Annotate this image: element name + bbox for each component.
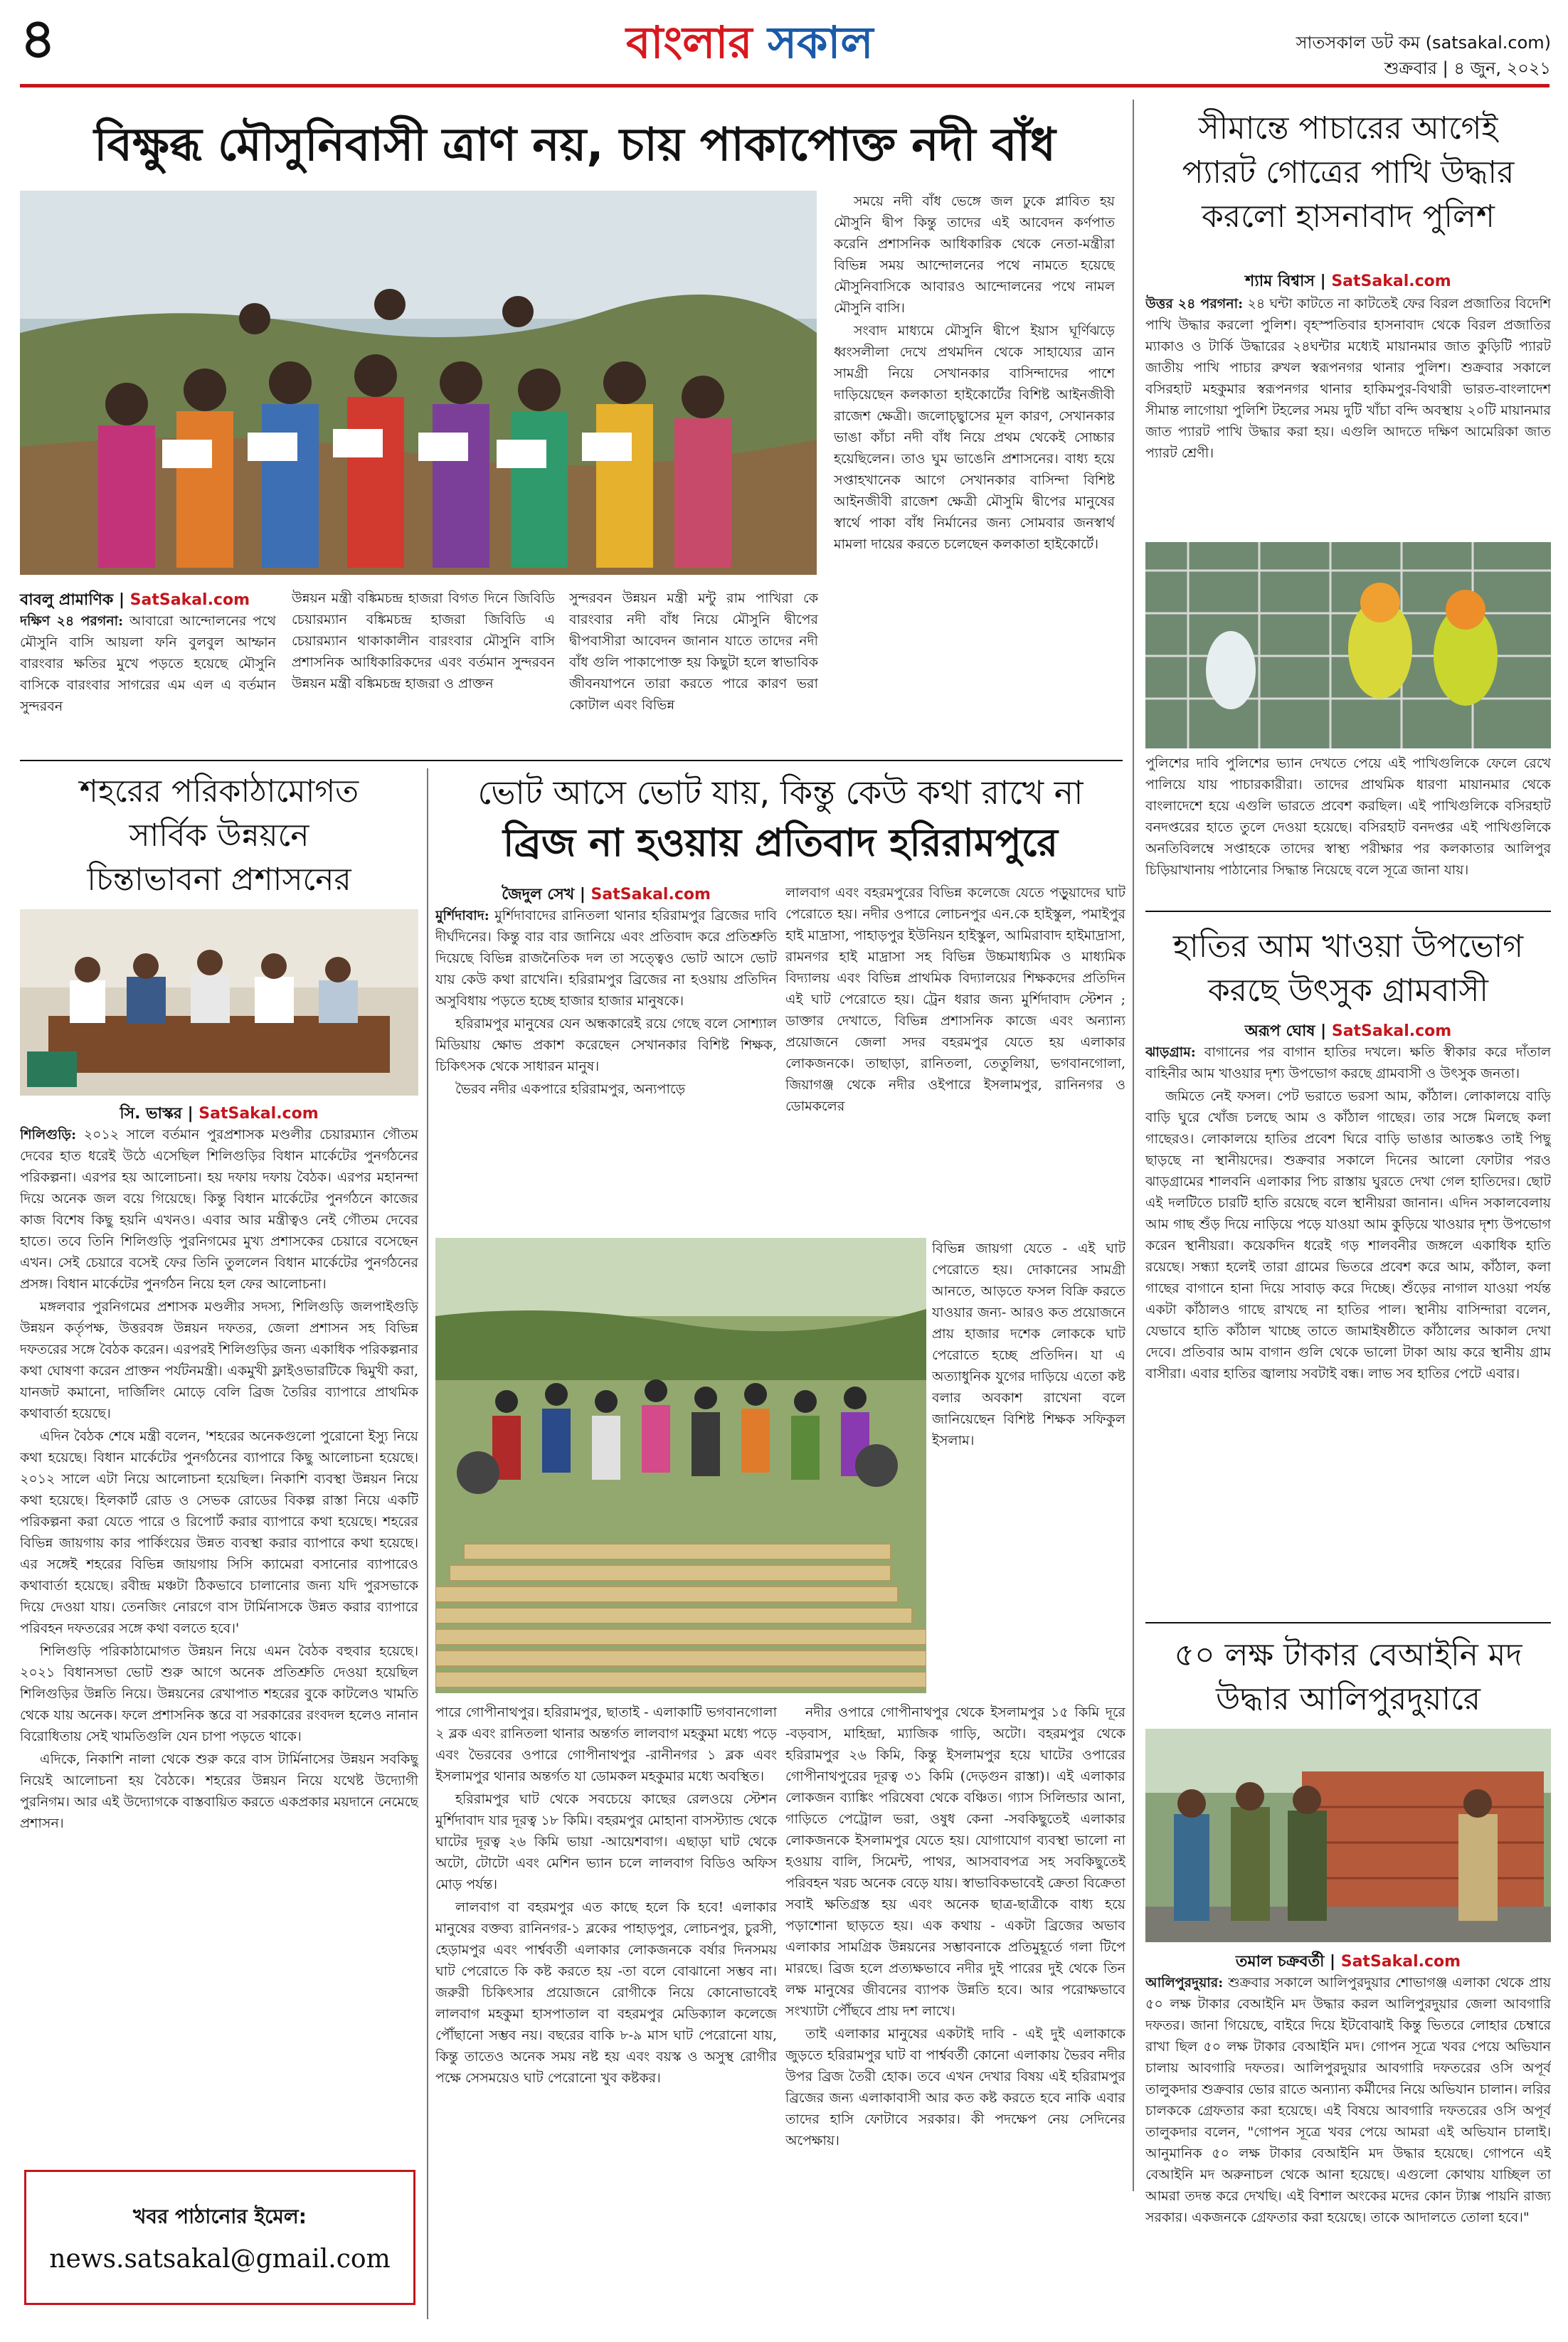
siliguri-body (20, 1124, 418, 2042)
bridge-col1-bottom (435, 1702, 777, 2321)
bridge-c1-p2: হরিরামপুর মানুষের যেন অন্ধকারেই রয়ে গেছে বলে সোশ্যাল মিডিয়ায় ক্ষোভ প্রকাশ করেছেন সেখানকার বিশিষ্ট শিক্ষক, চিকিৎসক থেকে সাধারন মানুষ। (435, 1016, 777, 1074)
parrot-byline: শ্যাম বিশ্বাস | SatSakal.com (1245, 272, 1451, 290)
parrot-body1 (1145, 293, 1551, 528)
elephant-dateline: ঝাড়গ্রাম: (1145, 1044, 1196, 1060)
bridge-byline-name: জৈদুল সেখ (502, 886, 575, 904)
lead-byline-site: SatSakal.com (129, 591, 250, 609)
liquor-p1: শুক্রবার সকালে আলিপুরদুয়ার শোভাগঞ্জ এলাকা থেকে প্রায় ৫০ লক্ষ টাকার বেআইনি মদ উদ্ধার করল আলিপুরদুয়ার জেলা আবগারি দফতর। জানা গিয়েছে, বাইরে দিয়ে ইটবোঝাই কিন্তু ভিতরে লোহার চেম্বারে রাখা ছিল ৫০ লক্ষ টাকার বেআইনি মদ। গোপন সূত্রে খবর পেয়ে অভিযান চালায় আবগারি দফতর। আলিপুরদুয়ার আবগারি দফতরের ওসি অপূর্ব তালুকদার শুক্রবার ভোর রাতে অন্যান্য কর্মীদের নিয়ে অভিযান চালান। লরির চালককে গ্রেফতার করা হয়েছে। এই বিষয়ে আবগারি দফতরের ওসি অপূর্ব তালুকদার বলেন, "গোপন সূত্রে খবর পেয়ে আমরা এই অভিযান চালাই। আনুমানিক ৫০ লক্ষ টাকার বেআইনি মদ উদ্ধার হয়েছে। গোপনে এই বেআইনি মদ অরুনাচল থেকে আনা হয়েছে। এগুলো কোথায় যাচ্ছিল তা আমরা তদন্ত করে দেখছি। এই বিশাল অংকের মদের কোন ট্যাক্স পায়নি রাজ্য সরকার। একজনকে গ্রেফতার করা হয়েছে। তাকে আদালতে তোলা হবে।" (1145, 1975, 1551, 2225)
lead-bottom-rule (20, 760, 1123, 761)
liquor-body (1145, 1972, 1551, 2328)
masthead-title-part1: বাংলার (626, 16, 753, 68)
lead-col4-p2: সংবাদ মাধ্যমে মৌসুনি দ্বীপে ইয়াস ঘূর্ণিঝড়ে ধ্বংসলীলা দেখে প্রথমদিন থেকে সাহায্যের ত্রান সামগ্রী নিয়ে সেখানকার বাসিন্দাদের পাশে দাড়িয়েছেন কলকাতা হাইকোর্টের বিশিষ্ট আইনজীবী রাজেশ ক্ষেত্রী। জলোচ্ছ্বাসের মূল কারণ, সেখানকার ভাঙা কাঁচা নদী বাঁধ নিয়ে প্রথম থেকেই সোচ্চার হয়েছিলেন। তাও ঘুম ভাঙেনি প্রশাসনের। বাধ্য হয়ে সপ্তাহখানেক আগে সেখানকার বাসিন্দা বিশিষ্ট আইনজীবী রাজেশ ক্ষেত্রী মৌসুমি দ্বীপের মানুষের স্বার্থে পাকা বাঁধ নির্মানের জন্য সোমবার জনস্বার্থ মামলা দায়ের করতে চলেছেন কলকাতা হাইকোর্টে। (834, 323, 1115, 552)
parrot-byline-name: শ্যাম বিশ্বাস (1245, 272, 1315, 290)
elephant-byline-name: অরূপ ঘোষ (1244, 1022, 1315, 1040)
lead-col2: উন্নয়ন মন্ত্রী বঙ্কিমচন্দ্র হাজরা বিগত দিনে জিবিডি চেয়ারম্যান বঙ্কিমচন্দ্র হাজরা জিবিডি এ চেয়ারম্যান থাকাকালীন বারংবার মৌসুনি বাসি প্রশাসনিক আধিকারিকদের এবং বর্তমান সুন্দরবন উন্নয়ন মন্ত্রী বঙ্কিমচন্দ্র হাজরা ও প্রাক্তন (292, 590, 555, 692)
parrot-bottom-rule (1145, 911, 1551, 912)
liquor-byline: তমাল চক্রবর্তী | SatSakal.com (1235, 1953, 1461, 1971)
liquor-byline-site: SatSakal.com (1340, 1953, 1461, 1971)
lead-byline-name: বাবলু প্রামাণিক (20, 591, 114, 609)
masthead-date: শুক্রবার | ৪ জুন, ২০২১ (1384, 58, 1551, 78)
liquor-photo (1145, 1729, 1551, 1942)
parrot-headline-l3: করলো হাসনাবাদ পুলিশ (1202, 198, 1495, 235)
bridge-col2-side: বিভিন্ন জায়গা যেতে - এই ঘাট পেরোতে হয়। দোকানের সামগ্রী আনতে, আড়তে ফসল বিক্রি করতে যাওয়ার জন্য- আরও কত প্রয়োজনে প্রায় হাজার দশেক লোককে ঘাট পেরোতে হচ্ছে প্রতিদিন। যা এ অত্যাধুনিক যুগের দাড়িয়ে এতো কষ্ট বলার অবকাশ রাখেনা বলে জানিয়েছেন বিশিষ্ট শিক্ষক সফিকুল ইসলাম। (932, 1241, 1125, 1448)
email-box-address[interactable]: news.satsakal@gmail.com (49, 2245, 391, 2274)
elephant-byline: অরূপ ঘোষ | SatSakal.com (1244, 1022, 1452, 1040)
parrot-headline-l2: প্যারট গোত্রের পাখি উদ্ধার (1182, 154, 1515, 191)
elephant-p1: বাগানের পর বাগান হাতির দখলে। ক্ষতি স্বীকার করে দাঁতাল বাহিনীর আম খাওয়ার দৃশ্য উপভোগ করছে গ্রামবাসী ও উৎসুক জনতা। (1145, 1044, 1551, 1081)
bridge-byline: জৈদুল সেখ | SatSakal.com (502, 886, 711, 904)
bridge-c1-p5: হরিরামপুর ঘাট থেকে সবচেয়ে কাছের রেলওয়ে স্টেশন মুর্শিদাবাদ যার দূরত্ব ১৮ কিমি। বহরমপুর মোহানা বাসস্ট্যান্ড থেকে ঘাটের দূরত্ব ২৬ কিমি ভায়া -আয়েশবাগ। এছাড়া ঘাট থেকে অটো, টোটো এবং মেশিন ভ্যান চলে লালবাগ বিডিও অফিস মোড় পর্যন্ত। (435, 1791, 777, 1892)
bridge-col2-bottom (785, 1702, 1125, 2321)
masthead-title (626, 16, 874, 70)
siliguri-p4: শিলিগুড়ি পরিকাঠামোগত উন্নয়ন নিয়ে এমন বৈঠক বহুবার হয়েছে। ২০২১ বিধানসভা ভোট শুরু আগে অনেক প্রতিশ্রুতি দেওয়া হয়েছিল শিলিগুড়ির উন্নতি নিয়ে। উন্নয়নের রেখাপাত শহরের বুকে কাটলেও খামতি থেকে যায় অনেক। ফলে প্রশাসনিক স্তরে বা সরকারের রংবদল হলেও নানান বিরোধিতায় সেই খামতিগুলি যেন চাপা পড়তে থাকে। (20, 1643, 418, 1744)
elephant-byline-site: SatSakal.com (1331, 1022, 1452, 1040)
bridge-dateline: মুর্শিদাবাদ: (435, 908, 489, 923)
parrot-photo (1145, 542, 1551, 748)
siliguri-p5: এদিকে, নিকাশি নালা থেকে শুরু করে বাস টার্মিনাসের উন্নয়ন সবকিছু নিয়েই আলোচনা হয় বৈঠকে। শহরের উন্নয়ন নিয়ে যথেষ্ট উদ্যোগী পুরনিগম। আর এই উদ্যোগকে বাস্তবায়িত করতে একপ্রকার ময়দানে নেমেছে প্রশাসন। (20, 1752, 418, 1831)
lead-col4-p1: সময়ে নদী বাঁধ ভেঙ্গে জল ঢুকে প্লাবিত হয় মৌসুনি দ্বীপ কিন্তু তাদের এই আবেদন কর্ণপাত করেনি প্রশাসনিক আধিকারিক থেকে নেতা-মন্ত্রীরা বিভিন্ন সময় আন্দোলনের পথে নামতে হয়েছে মৌসুনিবাসিকে আবারও আন্দোলনের পথে নামল মৌসুনি বাসি। (834, 194, 1115, 316)
siliguri-p3: এদিন বৈঠক শেষে মন্ত্রী বলেন, 'শহরের অনেকগুলো পুরোনো ইস্যু নিয়ে কথা হয়েছে। বিধান মার্কেটের পুনর্গঠনের ব্যাপারে কিছু আলোচনা হয়েছে। ২০১২ সালে এটা নিয়ে আলোচনা হয়েছিল। নিকাশি ব্যবস্থা উন্নয়ন নিয়ে কথা হয়েছে। হিলকার্ট রোড ও সেভক রোডের বিকল্প রাস্তা নিয়ে একটি পরিকল্পনা করা যেতে পারে ও রিপোর্ট করার ব্যাপারে কথা হয়েছে। শহরের বিভিন্ন জায়গায় কার পার্কিংয়ের উন্নত ব্যবস্থা করার ব্যাপারে কথা হয়েছে। এর সঙ্গেই শহরের বিভিন্ন জায়গায় সিসি ক্যামেরা বসানোর ব্যাপারেও কথাবার্তা হয়েছে। রবীন্দ্র মঞ্চটা ঠিকভাবে চালানোর জন্য যদি পুরসভাকে দিয়ে দেওয়া যায়। তেনজিং নোরগে বাস টার্মিনাসকে উন্নত করার ব্যাপারে পরিবহন দফতরের সঙ্গে কথা বলতে হবে।' (20, 1429, 418, 1636)
lead-col4 (834, 191, 1115, 753)
liquor-headline-l1: ৫০ লক্ষ টাকার বেআইনি মদ (1174, 1637, 1522, 1673)
parrot-body2: পুলিশের দাবি পুলিশের ভ্যান দেখতে পেয়ে এই পাখিগুলিকে ফেলে রেখে পালিয়ে যায় পাচারকারীরা। তাদের প্রাথমিক ধারণা মায়ানমার থেকে বাংলাদেশে হয়ে এগুলি ভারতে প্রবেশ করছিল। এই পাখিগুলিকে বসিরহাট বনদপ্তরের হাতে তুলে দেওয়া হয়েছে। বসিরহাট বনদপ্তর এই পাখিগুলিকে অনতিবিলম্বে সপ্তাহকে তাদের স্বাস্থ্য পরীক্ষার পর কলকাতার আলিপুর চিড়িয়াখানায় পাঠানোর সিদ্ধান্ত নিয়েছে বলে সূত্রে জানা যায়। (1145, 756, 1551, 878)
elephant-bottom-rule (1145, 1622, 1551, 1623)
masthead-site: সাতসকাল ডট কম (satsakal.com) (1296, 33, 1551, 53)
siliguri-byline-site: SatSakal.com (198, 1105, 319, 1123)
siliguri-p2: মঙ্গলবার পুরনিগমের প্রশাসক মণ্ডলীর সদস্য, শিলিগুড়ি জলপাইগুড়ি উন্নয়ন কর্তৃপক্ষ, উত্তরবঙ্গ উন্নয়ন দফতর, জেলা প্রশাসন সহ বিভিন্ন দফতরের সঙ্গে বৈঠক করেন। এরপরই শিলিগুড়ির জন্য একাধিক পরিকল্পনার কথা ঘোষণা করেন প্রাক্তন পর্যটনমন্ত্রী। একমুখী ফ্লাইওভারটিকে দ্বিমুখী করা, যানজট কমানো, দার্জিলিং মোড়ে বেলি ব্রিজ তৈরির ব্যাপারে প্রাথমিক কথাবার্তা হয়েছে। (20, 1299, 418, 1421)
bridge-c1-p1: মুর্শিদাবাদের রানিতলা থানার হরিরামপুর ব্রিজের দাবি দীর্ঘদিনের। কিন্তু বার বার জানিয়ে এবং প্রতিবাদ করে প্রতিশ্রুতি দিয়েছে বিভিন্ন রাজনৈতিক দল তা সত্ত্বেও ভোট আসে ভোট যায় কেউ কথা রাখেনি। হরিরামপুর ব্রিজের না হওয়ায় প্রতিদিন অসুবিধায় পড়তে হচ্ছে হাজার হাজার মানুষকে। (435, 908, 777, 1009)
lead-col1 (20, 610, 276, 753)
liquor-byline-name: তমাল চক্রবর্তী (1235, 1953, 1325, 1971)
lead-dateline: দক্ষিণ ২৪ পরগনা: (20, 613, 124, 629)
bridge-col1-top (435, 905, 777, 1232)
lead-protest-photo (20, 191, 817, 575)
elephant-headline (1145, 925, 1551, 1013)
liquor-headline-l2: উদ্ধার আলিপুরদুয়ারে (1216, 1681, 1480, 1717)
elephant-body (1145, 1042, 1551, 1611)
siliguri-headline (20, 770, 418, 902)
siliguri-meeting-photo (20, 909, 418, 1096)
lead-col3: সুন্দরবন উন্নয়ন মন্ত্রী মন্টু রাম পাখিরা কে বারংবার নদী বাঁধ নিয়ে মৌসুনি দ্বীপের দ্বীপবাসীরা আবেদন জানান যাতে তাদের নদী বাঁধ গুলি পাকাপোক্ত হয় কিছুটা হলে স্বাভাবিক জীবনযাপনে তারা করতে পারে কারণ ভরা কোটাল এবং বিভিন্ন (569, 590, 818, 713)
bridge-byline-site: SatSakal.com (590, 886, 711, 904)
parrot-byline-site: SatSakal.com (1331, 272, 1451, 290)
bridge-c2-p4: তাই এলাকার মানুষের একটাই দাবি - এই দুই এলাকাকে জুড়তে হরিরামপুর ঘাট বা পার্শ্ববর্তী কোনো এলাকায় ভৈরব নদীর উপর ব্রিজ তৈরী হোক। তবে এখন দেখার বিষয় এই হরিরামপুর ব্রিজের জন্য এলাকাবাসী আর কত কষ্ট করতে হবে নাকি এবার তাদের হাসি ফোটাবে সরকার। কী পদক্ষেপ নেয় সেদিনের অপেক্ষায়। (785, 2026, 1125, 2148)
liquor-dateline: আলিপুরদুয়ার: (1145, 1975, 1224, 1991)
masthead-rule (20, 84, 1550, 88)
lead-right-divider (1133, 100, 1134, 2191)
parrot-headline-l1: সীমান্তে পাচারের আগেই (1198, 110, 1498, 147)
parrot-headline (1145, 107, 1551, 239)
elephant-headline-l1: হাতির আম খাওয়া উপভোগ (1172, 928, 1524, 965)
bridge-c1-p3: ভৈরব নদীর একপারে হরিরামপুর, অন্যপাড়ে (455, 1081, 686, 1097)
siliguri-headline-l1: শহরের পরিকাঠামোগত (79, 773, 359, 810)
siliguri-p1: ২০১২ সালে বর্তমান পুরপ্রশাসক মণ্ডলীর চেয়ারম্যান গৌতম দেবের হাত ধরেই উঠে এসেছিল শিলিগুড়ির বিধান মার্কেটের পুনর্গঠনের পরিকল্পনা। এরপর হয় আলোচনা। হয় দফায় দফায় বৈঠক। এরপর মহানন্দা দিয়ে অনেক জল বয়ে গিয়েছে। কিন্তু বিধান মার্কেটের পুনর্গঠনে কাজের কাজ বিশেষ কিছু হয়নি এখনও। এবার আর মন্ত্রীত্বও নেই গৌতম দেবের হাতে। তবে তিনি শিলিগুড়ি পুরনিগমের মুখ্য প্রশাসকের চেয়ারে বসেছেন এখন। সেই চেয়ারে বসেই ফের তিনি তুললেন বিধান মার্কেটের পুনর্গঠনের প্রসঙ্গ। বিধান মার্কেটের পুনর্গঠন নিয়ে হল ফের আলোচনা। (20, 1127, 418, 1292)
bridge-c1-p6: লালবাগ বা বহরমপুর এত কাছে হলে কি হবে! এলাকার মানুষের বক্তব্য রানিনগর-১ ব্লকের পাহাড়পুর, লোচনপুর, চুরসী, হেড়ামপুর এবং পার্শ্ববর্তী এলাকার লোকজনকে বর্ষার দিনসময় ঘাট পেরোতে কি কষ্ট করতে হয় -তা বলে বোঝানো সম্ভব না। জরুরী চিকিৎসার প্রয়োজনে রোগীকে নিয়ে কোনোভাবেই লালবাগ মহকুমা হাসপাতাল বা বহরমপুর মেডিক্যাল কলেজে পৌঁছানো সম্ভব নয়। বছরের বাকি ৮-৯ মাস ঘাট পেরোনো যায়, কিন্তু তাতেও অনেক সময় নষ্ট হয় এবং বয়স্ক ও অসুস্থ রোগীর পক্ষে সেসময়েও ঘাট পেরোনো খুব কষ্টকর। (435, 1899, 777, 2086)
lead-col1-text: আবারো আন্দোলনের পথে মৌসুনি বাসি আয়লা ফনি বুলবুল আম্ফান বারংবার ক্ষতির মুখে পড়তে হয়েছে মৌসুনি বাসিকে বারংবার সাগরের এম এল এ বর্তমান সুন্দরবন (20, 613, 276, 714)
page-number: ৪ (20, 7, 56, 71)
left-col-divider (427, 768, 428, 2319)
elephant-headline-l2: করছে উৎসুক গ্রামবাসী (1208, 973, 1488, 1009)
bridge-crowd-photo (435, 1238, 926, 1693)
bridge-c1-p4: পারে গোপীনাথপুর। হরিরামপুর, ছাতাই - এলাকাটি ভগবানগোলা ২ ব্লক এবং রানিতলা থানার অন্তর্গত লালবাগ মহকুমা মধ্যে পড়ে এবং ভৈরবের ওপারে গোপীনাথপুর -রানীনগর ১ ব্লক এবং ইসলামপুর থানার অন্তর্গত যা ডোমকল মহকুমার মধ্যে অবস্থিত। (435, 1705, 777, 1784)
email-box (24, 2170, 415, 2305)
masthead-title-part2: সকাল (768, 16, 874, 68)
bridge-c2-p3: নদীর ওপারে গোপীনাথপুর থেকে ইসলামপুর ১৫ কিমি দূরে -বড়বাস, মাহিন্দ্রা, ম্যাজিক গাড়ি, অটো। বহরমপুর থেকে হরিরামপুর ২৬ কিমি, কিন্তু ইসলামপুর হয়ে ঘাটের ওপারের গোপীনাথপুরের দূরত্ব ৩১ কিমি (দেড়গুন রাস্তা)। এই এলাকার লোকজন ব্যাঙ্কিং পরিষেবা থেকে বঞ্চিত। গ্যাস সিলিন্ডার আনা, গাড়িতে পেট্রোল ভরা, ওষুধ কেনা -সবকিছুতেই এলাকার লোকজনকে ইসলামপুর যেতে হয়। যোগাযোগ ব্যবস্থা ভালো না হওয়ায় বালি, সিমেন্ট, পাথর, আসবাবপত্র সহ সবকিছুতেই পরিবহন খরচ অনেক বেড়ে যায়। স্বাভাবিকভাবেই ক্রেতা বিক্রেতা সবাই ক্ষতিগ্রস্ত হয় এবং অনেক ছাত্র-ছাত্রীকে বাধ্য হয়ে পড়াশোনা ছাড়তে হয়। এক কথায় - একটা ব্রিজের অভাব এলাকার সামগ্রিক উন্নয়নের সম্ভাবনাকে প্রতিমুহূর্তে গলা টিপে মারছে। ব্রিজ হলে প্রত্যক্ষভাবে নদীর দুই পারের দুই থেকে তিন লক্ষ মানুষের জীবনের ব্যাপক উন্নতি হবে। আর পরোক্ষভাবে সংখ্যাটা পৌঁছবে প্রায় দশ লাখে। (785, 1705, 1125, 2019)
siliguri-headline-l3: চিন্তাভাবনা প্রশাসনের (87, 862, 351, 898)
siliguri-byline: সি. ভাস্কর | SatSakal.com (120, 1105, 319, 1123)
parrot-p1: ২৪ ঘন্টা কাটতে না কাটতেই ফের বিরল প্রজাতির বিদেশি পাখি উদ্ধার করলো পুলিশ। বৃহস্পতিবার হাসনাবাদ থেকে বিরল প্রজাতির ম্যাকাও ও টার্কি উদ্ধারের ২৪ঘন্টার মধ্যেই মায়ানমার জাত কুড়িটি প্যারট জাতীয় পাখি পাচার রুখল স্বরূপনগর থানার পুলিশ। শুক্রবার সকালে বসিরহাট মহকুমার স্বরূপনগর থানার হাকিমপুর-বিথারী ভারত-বাংলাদেশ সীমান্ত লাগোয়া পুলিশি টহলের সময় দুটি খাঁচা বন্দি অবস্থায় ২০টি মায়ানমার জাত প্যারট পাখি উদ্ধার করা হয়। এগুলি আদতে দক্ষিণ আমেরিকা জাত প্যারট শ্রেণী। (1145, 296, 1551, 461)
parrot-dateline: উত্তর ২৪ পরগনা: (1145, 296, 1244, 312)
liquor-headline (1145, 1633, 1551, 1722)
bridge-col2-top: লালবাগ এবং বহরমপুরের বিভিন্ন কলেজে যেতে পড়ুয়াদের ঘাট পেরোতে হয়। নদীর ওপারে লোচনপুর এন.কে হাইস্কুল, পমাইপুর হাই মাদ্রাসা, পাহাড়পুর ইউনিয়ন হাইস্কুল, আমিরাবাদ হাইমাদ্রাসা, রামনগর হাই মাদ্রাসা সহ বিভিন্ন উচ্চমাধ্যমিক ও মাধ্যমিক বিদ্যালয় এবং বিভিন্ন প্রাথমিক বিদ্যালয়ের শিক্ষকদের প্রতিদিন এই ঘাট পেরোতে হয়। ট্রেন ধরার জন্য মুর্শিদাবাদ স্টেশন ; ডাক্তার দেখাতে, বিভিন্ন প্রশাসনিক কাজে এবং অন্যান্য প্রয়োজনে জেলা সদর বহরমপুর যেতে হয় এলাকার লোকজনকে। তাছাড়া, রানিতলা, তেতুলিয়া, ভগবানগোলা, জিয়াগঞ্জ থেকে নদীর ওইপারে ইসলামপুর, রানিনগর ও ডোমকলের (785, 885, 1125, 1114)
elephant-p2: জমিতে নেই ফসল। পেট ভরাতে ভরসা আম, কাঁঠাল। লোকালয়ে বাড়ি বাড়ি ঘুরে খোঁজ চলছে আম ও কাঁঠাল গাছের। তার সঙ্গে মিলছে কলা গাছেরও। লোকালয়ে হাতির প্রবেশ ঘিরে বাড়ি ভাঙার আতঙ্কও তাই পিছু ছাড়ছে না স্থানীয়দের। শুক্রবার সকালে দিনের আলো ফোটার পরও ঝাড়গ্রামের শালবনি এলাকার পিচ রাস্তায় ঘুরতে দেখা গেল হাতিদের। ছোট এই দলটিতে চারটি হাতি রয়েছে বলে স্থানীয়রা জানান। এদিন সকালবেলায় আম গাছ শুঁড় দিয়ে নাড়িয়ে পড়ে যাওয়া আম কুড়িয়ে খাওয়ার দৃশ্য উপভোগ করেন স্থানীয়রা। কয়েকদিন ধরেই গড় শালবনীর জঙ্গলে একাধিক হাতি রয়েছে। সন্ধ্যা হলেই তারা গ্রামের ভিতরে প্রবেশ করে আম, কাঁঠাল, কলা গাছের বাগানে হানা দিয়ে সাবাড় করে দিচ্ছে। শুঁড়ের নাগাল যাওয়া পর্যন্ত একটা কাঁঠালও গাছে রাখছে না হাতির পাল। স্থানীয় বাসিন্দারা বলেন, যেভাবে হাতি কাঁঠাল খাচ্ছে তাতে জামাইষষ্ঠীতে কাঁঠালের আকাল দেখা দেবে। প্রতিবার আম বাগান গুলি থেকে ভালো টাকা আয় করে স্থানীয় গ্রাম বাসীরা। এবার হাতির জ্বালায় সবটাই বন্ধ। লাভ সব হাতির পেটে এবার। (1145, 1088, 1551, 1382)
email-box-label: খবর পাঠানোর ইমেল: (133, 2205, 307, 2228)
siliguri-headline-l2: সার্বিক উন্নয়নে (129, 817, 309, 854)
lead-byline: বাবলু প্রামাণিক | SatSakal.com (20, 591, 250, 609)
siliguri-dateline: শিলিগুড়ি: (20, 1127, 77, 1143)
lead-headline: বিক্ষুব্ধ মৌসুনিবাসী ত্রাণ নয়, চায় পাকাপোক্ত নদী বাঁধ (94, 119, 1056, 171)
siliguri-byline-name: সি. ভাস্কর (120, 1105, 182, 1123)
bridge-headline-l2: ব্রিজ না হওয়ায় প্রতিবাদ হরিরামপুরে (503, 820, 1058, 865)
bridge-headline-l1: ভোট আসে ভোট যায়, কিন্তু কেউ কথা রাখে না (477, 773, 1084, 812)
